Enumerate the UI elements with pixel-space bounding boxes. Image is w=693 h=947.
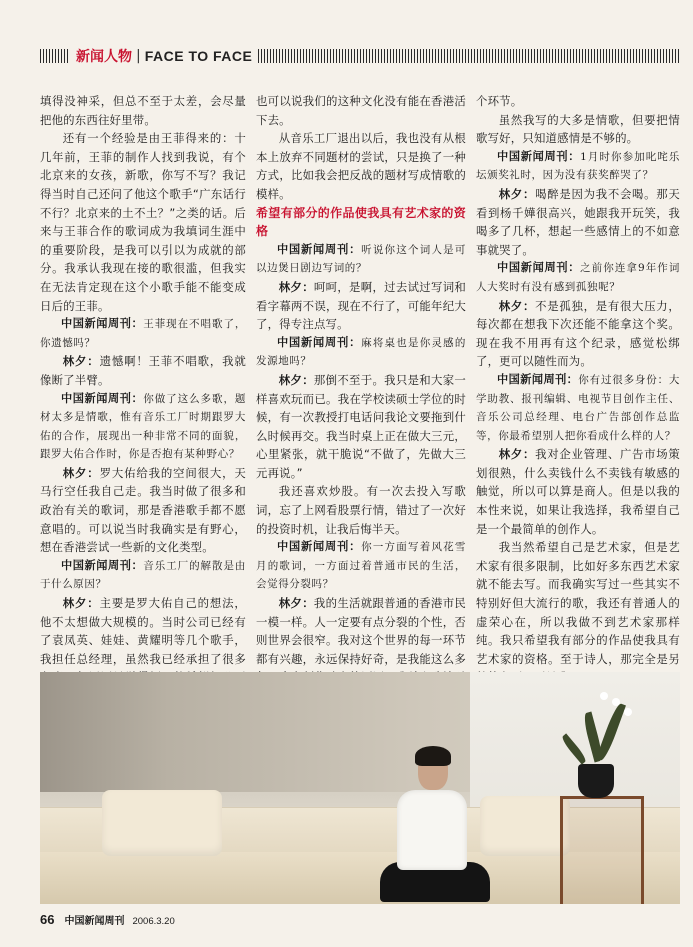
question <box>476 259 680 296</box>
question <box>40 315 246 352</box>
portrait-photo <box>40 672 680 904</box>
interviewee-label: 林夕： <box>62 596 100 611</box>
header-stripe-right <box>258 49 680 63</box>
paragraph: 虽然我写的大多是情歌，但要把情歌写好，只知道感情是不够的。 <box>476 112 680 146</box>
interviewer-label: 中国新闻周刊： <box>61 317 144 331</box>
question <box>40 390 246 464</box>
paragraph: 还有一个经验是由王菲得来的：十几年前，王菲的制作人找到我说，有个北京来的女孩，新歌，你写不写？我记得当时自己还问了他这个歌手“广东话行不行？北京来的土不土？”之类的话。后来与王菲合作的歌词成为我填词生涯中的重要阶段，是我可以引以为成就的部分。我承认我现在接的歌很滥，但我实在无法肯定现在这个小歌手能不能变成日后的王菲。 <box>40 131 246 313</box>
paragraph <box>476 538 680 687</box>
answer <box>256 278 466 334</box>
answer-text: 呵呵，是啊，过去试过写词和看字幕两不误，现在不行了，可能年纪大了，得专注点写。 <box>256 279 466 332</box>
article-column-3 <box>476 92 680 687</box>
photo-cushion <box>480 796 570 856</box>
interviewee-label: 林夕： <box>62 465 100 480</box>
photo-orchid-flower <box>624 708 632 716</box>
interviewer-label: 中国新闻周刊： <box>277 540 362 554</box>
photo-cushion <box>102 790 222 856</box>
paragraph: 也可以说我们的这种文化没有能在香港活下去。 <box>256 94 466 127</box>
question-text: 你一方面写着风花雪月的歌词，一方面过着普通市民的生活，会觉得分裂吗？ <box>256 541 466 591</box>
answer <box>476 185 680 259</box>
paragraph-text: 我当然希望自己是艺术家，但是艺术家有很多限制，比如好多东西艺术家就不能去写。而我确实写过一些其实不特别好但大流行的歌，我还有普通人的虚荣心在，所以我做不到艺术家那样纯。我只希望我有部分的作品使我具有艺术家的资格。至于诗人，那完全是另 <box>476 540 680 666</box>
page-header <box>40 46 680 66</box>
interviewer-label: 中国新闻周刊： <box>277 242 362 256</box>
answer-text: 罗大佑给我的空间很大，天马行空任我自己走。我当时做了很多和政治有关的歌词，那是香港歌手都不愿意唱的。可以说当时我确实是有野心，想在香港尝试一些新的文化类型。 <box>40 465 246 555</box>
header-separator: | <box>136 48 141 64</box>
interviewee-label: 林夕： <box>498 186 536 201</box>
photo-person-shirt <box>397 790 467 870</box>
answer-text: 不是孤独，是有很大压力，每次都在想我下次还能不能拿这个奖。现在我不用再有这个纪录，感觉松绑了，更可以随性而为。 <box>476 298 680 369</box>
paragraph: 个环节。 <box>476 94 523 108</box>
article-column-2 <box>256 92 466 743</box>
issue-date: 2006.3.20 <box>132 916 175 927</box>
interviewer-label: 中国新闻周刊： <box>497 149 581 163</box>
interviewer-label: 中国新闻周刊： <box>497 261 581 275</box>
question-text: 你做了这么多歌，题材太多是情歌，惟有音乐工厂时期跟罗大佑的合作，展现出一种非常不同的面貌，跟罗大佑合作时，你是否抱有某种野心？ <box>40 392 247 461</box>
answer-text: 主要是罗大佑自己的想法，他不太想做大规模的。当时公司已经有了袁凤英、娃娃、黄耀明等几个歌手，我担任总经理，虽然我已经承担了很多 <box>40 596 246 666</box>
interviewee-label: 林夕： <box>62 354 100 369</box>
interviewer-label: 中国新闻周刊： <box>61 558 144 572</box>
paragraph: 从音乐工厂退出以后，我也没有从根本上放弃不同题材的尝试，只是换了一种方式，比如我会把反战的题材写成情歌的模样。 <box>256 131 466 201</box>
answer <box>40 464 246 557</box>
interviewer-label: 中国新闻周刊： <box>497 372 579 386</box>
question-text: 听说你这个词人是可以边煲日剧边写词的？ <box>256 243 466 275</box>
article-column-1 <box>40 92 246 743</box>
photo-person-hair <box>415 746 451 766</box>
question <box>476 148 680 185</box>
question <box>256 538 466 594</box>
paragraph: 填得没神采，但总不至于太差，会尽量把他的东西往好里带。 <box>40 94 246 127</box>
answer-text: 遗憾啊！王菲不唱歌，我就像断了半臂。 <box>40 354 246 387</box>
answer <box>256 371 466 483</box>
question-text: 你有过很多身份：大学助教、报刊编辑、电视节目创作主任、音乐公司总经理、电台广告部创作总监等，你最希望别人把你看成什么样的人？ <box>476 373 680 442</box>
question <box>476 371 680 445</box>
article-subheading: 希望有部分的作品使我具有艺术家的资格 <box>256 205 466 239</box>
answer-text: 我的生活就跟普通的香港市民一模一样。人一定要有点分裂的个性，否则世界会很窄。我对这个世界的每一环节都有兴趣，永远保持好奇，是我能这么多 <box>256 596 466 666</box>
page-footer <box>40 912 175 928</box>
section-title: 新闻人物 <box>76 49 132 65</box>
answer <box>40 352 246 389</box>
answer-text: 那倒不至于。我只是和大家一样喜欢玩而已。我在学校读硕士学位的时候，有一次教授打电话问我论文要拖到什么时候再交。我当时桌上正在做大三元，心里紧张，就干脆说“不做了，先做大三元再说。” <box>256 372 466 480</box>
page-number: 66 <box>40 912 55 927</box>
question <box>40 557 246 594</box>
interviewer-label: 中国新闻周刊： <box>277 335 362 349</box>
answer-text: 我对企业管理、广告市场策划很熟，什么卖钱什么不卖钱有敏感的触觉，所以可以算是商人。但是以我的本性来说，如果让我选择，我希望自己是一个最简单的创作人。 <box>476 447 680 536</box>
photo-orchid-flower <box>600 692 608 700</box>
photo-plant-pot <box>578 764 614 798</box>
interviewee-label: 林夕： <box>498 298 536 313</box>
header-stripe-left <box>40 49 70 63</box>
photo-orchid-flower <box>612 698 620 706</box>
question-text: 1月时你参加叱咤乐坛颁奖礼时，因为没有获奖醉哭了？ <box>476 150 680 182</box>
interviewer-label: 中国新闻周刊： <box>61 391 144 405</box>
answer <box>476 445 680 538</box>
question-text: 王菲现在不唱歌了，你遗憾吗？ <box>40 318 247 349</box>
interviewee-label: 林夕： <box>278 279 314 294</box>
interviewee-label: 林夕： <box>278 372 314 387</box>
question-text: 之前你连拿9年作词人大奖时有没有感到孤独呢？ <box>476 262 680 293</box>
interviewee-label: 林夕： <box>498 447 536 462</box>
magazine-name: 中国新闻周刊 <box>64 916 125 927</box>
question <box>256 241 466 278</box>
photo-side-table <box>560 796 644 904</box>
question-text: 音乐工厂的解散是由于什么原因？ <box>40 559 247 591</box>
answer <box>476 297 680 371</box>
question <box>256 334 466 371</box>
section-subtitle: FACE TO FACE <box>144 48 253 64</box>
interviewee-label: 林夕： <box>278 596 314 611</box>
question-text: 麻将桌也是你灵感的发源地吗？ <box>256 336 466 368</box>
answer-text: 喝醉是因为我不会喝。那天看到杨千嬅很高兴，她跟我开玩笑，我喝多了几杯，想起一些感情上的不如意事就哭了。 <box>476 186 680 257</box>
paragraph: 我还喜欢炒股。有一次去投入写歌词，忘了上网看股票行情，错过了一次好的投资时机，让我后悔半天。 <box>256 484 466 536</box>
